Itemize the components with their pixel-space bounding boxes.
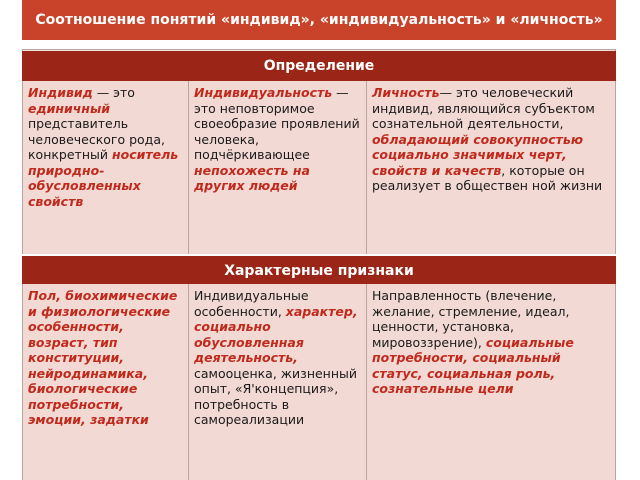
definition-individ-highlight-1: единичный [28,100,111,116]
features-individuality [188,284,366,480]
features-personality-highlight-1: социальные потребности, социальный статус, социальная роль, сознательные цели [372,334,574,396]
features-individ [23,284,188,480]
definition-individ-text-1: представитель человеческого рода, конкретный [28,116,165,162]
definition-individ-highlight-2: носитель природно-обусловленных свойств [28,147,179,209]
features-personality [366,284,615,480]
definition-individuality [188,81,366,254]
features-individ-text: Пол, биохимические и физиологические особенности, возраст, тип конституции, нейродинамика, биологические потребности, эмоции, задатки [28,288,178,427]
section-header-definition: Определение [22,51,616,81]
features-individuality-highlight-1: характер, социально обусловленная деятельность, [194,303,358,365]
definition-individuality-text-1: — это неповторимое своеобразие проявлений человека, подчёркивающее [194,85,360,162]
page-title: Соотношение понятий «индивид», «индивидуальность» и «личность» [22,0,616,40]
section-header-features: Характерные признаки [22,254,616,284]
features-individuality-text-1: Индивидуальные особенности, [194,288,309,319]
definition-personality-highlight-1: обладающий совокупностью социально значимых черт, свойств и качеств [372,131,583,178]
definition-individ [23,81,188,254]
definition-personality-text-2: , которые он реализует в обществен ной жизни [372,162,603,193]
definition-individuality-highlight-1: непохожесть на других людей [194,162,310,193]
features-individuality-text-2: самооценка, жизненный опыт, «Я'концепция», потребность в самореализации [194,365,358,427]
features-personality-text-1: Направленность (влечение, желание, стремление, идеал, ценности, установка, мировоззрение), [372,288,570,350]
term-individ: Индивид [28,85,93,100]
definition-personality [366,81,615,254]
term-individuality: Индивидуальность [194,85,333,100]
definition-personality-text-1: — это человеческий индивид, являющийся субъектом сознательной деятельности, [372,85,595,131]
term-personality: Личность [372,85,440,100]
definition-individ-dash: — это [92,85,135,100]
